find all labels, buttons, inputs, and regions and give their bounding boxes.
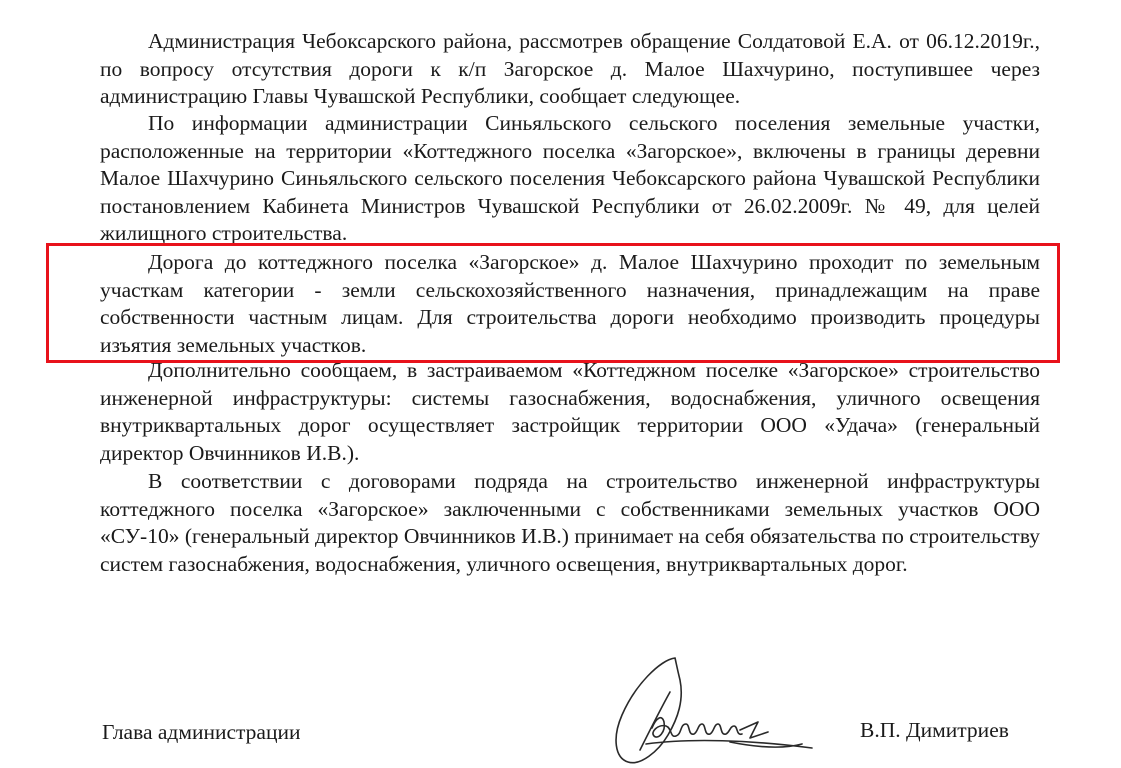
signatory-name: В.П. Димитриев	[860, 718, 1009, 742]
highlight-box	[46, 243, 1060, 363]
letter-paragraph-land-info: По информации администрации Синьяльского сельского поселения земельные участки, расположенные на территории «Коттеджного поселка «Загорское», включены в границы деревни Малое Шахчурино Синьяльского сельского поселения Чебоксарского района Чувашской Республики постановлением Кабинета Министров Чувашской Республики от 26.02.2009г. № 49, для целей жилищного строительства.	[100, 111, 1040, 246]
handwritten-signature-icon	[580, 640, 840, 768]
letter-paragraph-infrastructure: Дополнительно сообщаем, в застраиваемом «Коттеджном поселке «Загорское» строительство инженерной инфраструктуры: системы газоснабжения, водоснабжения, уличного освещения внутриквартальных дорог осуществляет застройщик территории ООО «Удача» (генеральный директор Овчинников И.В.).	[100, 358, 1040, 465]
letter-paragraph-contracts: В соответствии с договорами подряда на строительство инженерной инфраструктуры коттеджного поселка «Загорское» заключенными с собственниками земельных участков ООО «СУ-10» (генеральный директор Овчинников И.В.) принимает на себя обязательства по строительству систем газоснабжения, водоснабжения, уличного освещения, внутриквартальных дорог.	[100, 469, 1040, 576]
letter-paragraph-intro: Администрация Чебоксарского района, рассмотрев обращение Солдатовой Е.А. от 06.12.2019г., по вопросу отсутствия дороги к к/п Загорское д. Малое Шахчурино, поступившее через администрацию Главы Чувашской Республики, сообщает следующее.	[100, 29, 1040, 109]
letter-paragraph-road: Дорога до коттеджного поселка «Загорское» д. Малое Шахчурино проходит по земельным участкам категории - земли сельскохозяйственного назначения, принадлежащим на праве собственности частным лицам. Для строительства дороги необходимо производить процедуры изъятия земельных участков.	[100, 250, 1040, 357]
signatory-title: Глава администрации	[102, 720, 301, 744]
